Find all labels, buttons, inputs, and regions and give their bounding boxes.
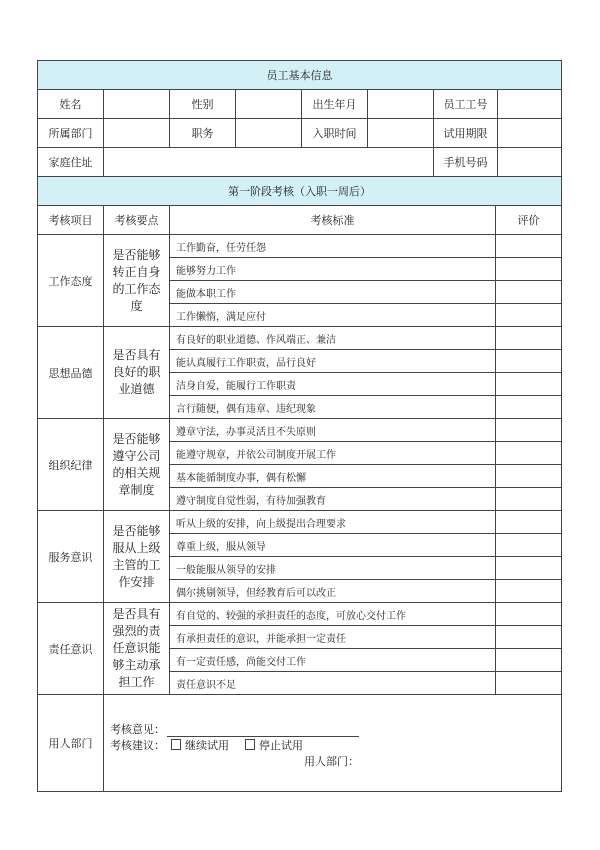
item-name: 服务意识 xyxy=(38,511,104,603)
standard-text: 尊重上级，服从领导 xyxy=(170,534,496,557)
evaluation-cell[interactable] xyxy=(496,327,562,350)
opinion-line xyxy=(110,721,359,737)
sign-line xyxy=(304,753,359,769)
department-field[interactable] xyxy=(104,119,170,148)
evaluation-cell[interactable] xyxy=(496,557,562,580)
item-name: 责任意识 xyxy=(38,603,104,695)
gender-label: 性别 xyxy=(170,90,236,119)
suggestion-line xyxy=(110,737,303,753)
continue-option-label: 继续试用 xyxy=(185,739,229,752)
evaluation-cell[interactable] xyxy=(496,672,562,695)
standard-text: 能遵守规章，并依公司制度开展工作 xyxy=(170,442,496,465)
evaluation-form xyxy=(37,60,561,792)
evaluation-cell[interactable] xyxy=(496,465,562,488)
sign-label: 用人部门： xyxy=(304,755,359,768)
standard-text: 遵章守法，办事灵活且不失原则 xyxy=(170,419,496,442)
standard-text: 听从上级的安排，向上级提出合理要求 xyxy=(170,511,496,534)
standard-text: 有承担责任的意识，并能承担一定责任 xyxy=(170,626,496,649)
evaluation-cell[interactable] xyxy=(496,235,562,258)
evaluation-cell[interactable] xyxy=(496,626,562,649)
evaluation-cell[interactable] xyxy=(496,649,562,672)
item-name: 思想品德 xyxy=(38,327,104,419)
criteria-row xyxy=(38,603,562,626)
standard-text: 有自觉的、较强的承担责任的态度，可放心交付工作 xyxy=(170,603,496,626)
item-point: 是否能够遵守公司的相关规章制度 xyxy=(104,419,170,511)
criteria-row xyxy=(38,327,562,350)
footer-dept-label: 用人部门 xyxy=(38,695,104,792)
evaluation-cell[interactable] xyxy=(496,488,562,511)
evaluation-cell[interactable] xyxy=(496,442,562,465)
standard-text: 言行随便，偶有违章、违纪现象 xyxy=(170,396,496,419)
evaluation-cell[interactable] xyxy=(496,281,562,304)
stage-one-table xyxy=(37,176,562,792)
employee-no-field[interactable] xyxy=(498,90,562,119)
birth-label: 出生年月 xyxy=(302,90,368,119)
standard-text: 偶尔挑剔领导，但经教育后可以改正 xyxy=(170,580,496,603)
name-field[interactable] xyxy=(104,90,170,119)
criteria-body xyxy=(38,235,562,695)
position-field[interactable] xyxy=(236,119,302,148)
phone-field[interactable] xyxy=(498,148,562,177)
item-point: 是否具有良好的职业道德 xyxy=(104,327,170,419)
address-label: 家庭住址 xyxy=(38,148,104,177)
evaluation-cell[interactable] xyxy=(496,258,562,281)
standard-text: 能认真履行工作职责，品行良好 xyxy=(170,350,496,373)
department-label: 所属部门 xyxy=(38,119,104,148)
birth-field[interactable] xyxy=(368,90,434,119)
standard-text: 基本能循制度办事，偶有松懈 xyxy=(170,465,496,488)
criteria-row xyxy=(38,511,562,534)
standard-text: 责任意识不足 xyxy=(170,672,496,695)
item-point: 是否能够服从上级主管的工作安排 xyxy=(104,511,170,603)
criteria-row xyxy=(38,419,562,442)
gender-field[interactable] xyxy=(236,90,302,119)
evaluation-cell[interactable] xyxy=(496,603,562,626)
evaluation-cell[interactable] xyxy=(496,304,562,327)
item-point: 是否能够转正自身的工作态度 xyxy=(104,235,170,327)
continue-checkbox[interactable] xyxy=(171,739,181,750)
opinion-label: 考核意见： xyxy=(110,723,165,736)
evaluation-cell[interactable] xyxy=(496,350,562,373)
stop-checkbox[interactable] xyxy=(245,739,255,750)
probation-field[interactable] xyxy=(498,119,562,148)
header-evaluation: 评价 xyxy=(496,206,562,235)
probation-label: 试用期限 xyxy=(434,119,498,148)
standard-text: 工作懒惰，满足应付 xyxy=(170,304,496,327)
evaluation-cell[interactable] xyxy=(496,534,562,557)
basic-info-table xyxy=(37,60,562,177)
footer-content xyxy=(104,695,562,792)
employee-no-label: 员工工号 xyxy=(434,90,498,119)
item-point: 是否具有强烈的责任意识能够主动承担工作 xyxy=(104,603,170,695)
evaluation-cell[interactable] xyxy=(496,396,562,419)
standard-text: 有一定责任感，尚能交付工作 xyxy=(170,649,496,672)
stop-option-label: 停止试用 xyxy=(259,739,303,752)
hire-date-field[interactable] xyxy=(368,119,434,148)
stage-title: 第一阶段考核（入职一周后） xyxy=(38,177,562,206)
standard-text: 工作勤奋，任劳任怨 xyxy=(170,235,496,258)
standard-text: 洁身自爱，能履行工作职责 xyxy=(170,373,496,396)
address-field[interactable] xyxy=(104,148,434,177)
evaluation-cell[interactable] xyxy=(496,511,562,534)
position-label: 职务 xyxy=(170,119,236,148)
standard-text: 能做本职工作 xyxy=(170,281,496,304)
header-standard: 考核标准 xyxy=(170,206,496,235)
evaluation-cell[interactable] xyxy=(496,373,562,396)
standard-text: 一般能服从领导的安排 xyxy=(170,557,496,580)
criteria-row xyxy=(38,235,562,258)
hire-date-label: 入职时间 xyxy=(302,119,368,148)
standard-text: 遵守制度自觉性弱，有待加强教育 xyxy=(170,488,496,511)
name-label: 姓名 xyxy=(38,90,104,119)
phone-label: 手机号码 xyxy=(434,148,498,177)
header-point: 考核要点 xyxy=(104,206,170,235)
standard-text: 能够努力工作 xyxy=(170,258,496,281)
header-item: 考核项目 xyxy=(38,206,104,235)
evaluation-cell[interactable] xyxy=(496,580,562,603)
item-name: 组织纪律 xyxy=(38,419,104,511)
suggestion-label: 考核建议： xyxy=(110,739,165,752)
basic-info-title: 员工基本信息 xyxy=(38,61,562,90)
standard-text: 有良好的职业道德、作风端正、兼洁 xyxy=(170,327,496,350)
opinion-input[interactable] xyxy=(167,724,359,737)
item-name: 工作态度 xyxy=(38,235,104,327)
evaluation-cell[interactable] xyxy=(496,419,562,442)
